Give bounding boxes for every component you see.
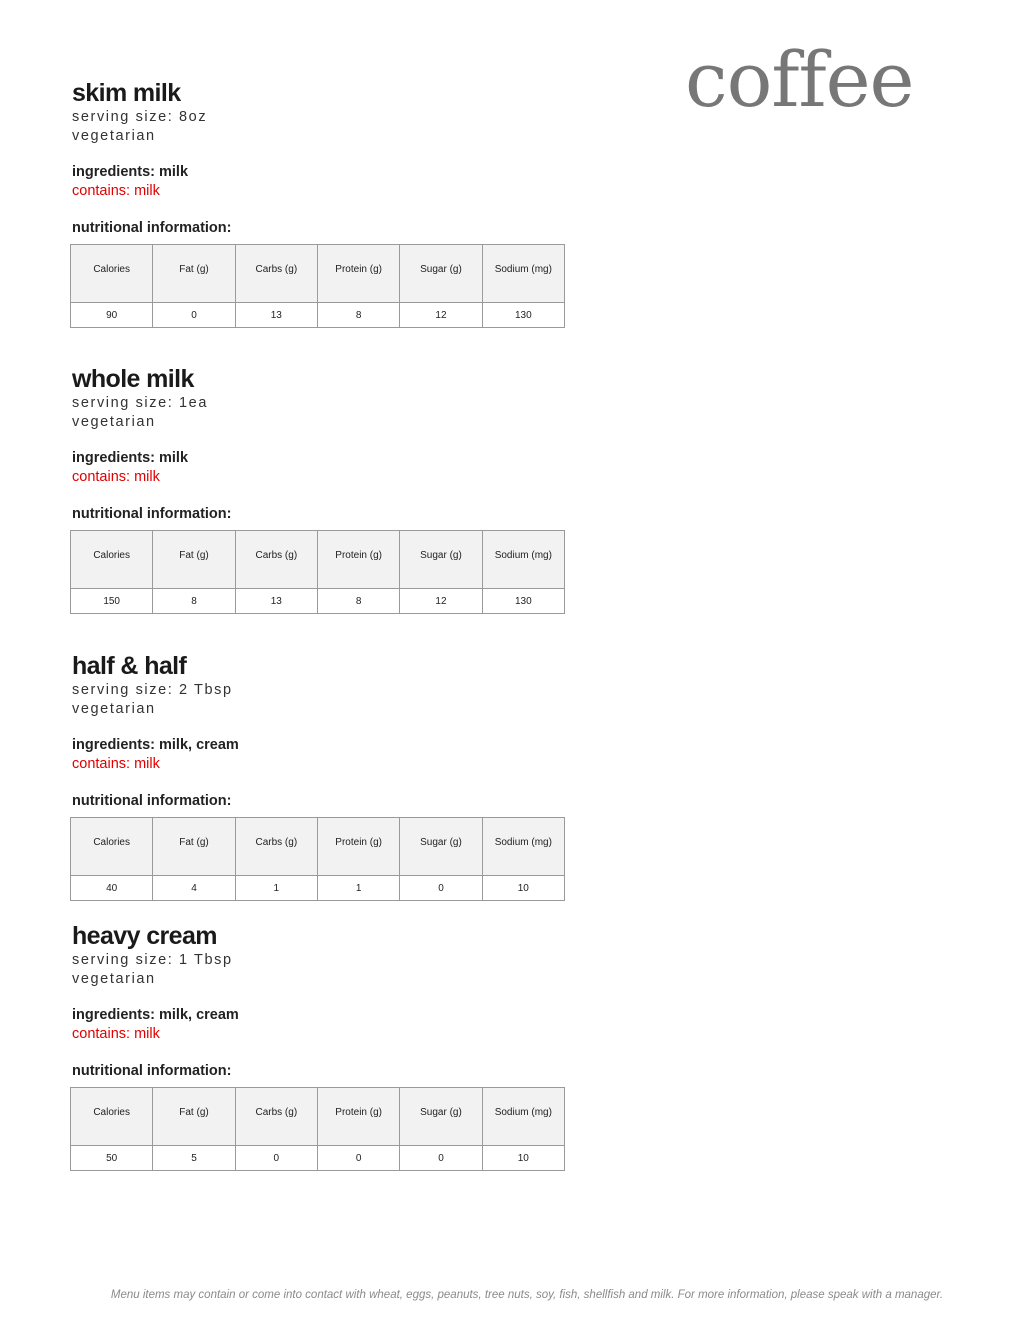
menu-item-whole-milk: [72, 364, 572, 614]
col-header: Calories: [71, 245, 153, 303]
col-header: Sugar (g): [400, 531, 482, 589]
table-cell: 10: [482, 876, 564, 901]
col-header: Sugar (g): [400, 1088, 482, 1146]
col-header: Protein (g): [317, 818, 399, 876]
col-header: Sodium (mg): [482, 1088, 564, 1146]
serving-size: serving size: 1 Tbsp: [72, 952, 233, 968]
col-header: Fat (g): [153, 1088, 235, 1146]
serving-size: serving size: 8oz: [72, 109, 208, 125]
table-row: [71, 876, 565, 901]
col-header: Sugar (g): [400, 245, 482, 303]
col-header: Carbs (g): [235, 1088, 317, 1146]
allergen-contains: contains: milk: [72, 183, 160, 199]
table-cell: 8: [317, 303, 399, 328]
ingredients: ingredients: milk: [72, 450, 189, 466]
col-header: Carbs (g): [235, 245, 317, 303]
table-cell: 130: [482, 303, 564, 328]
table-cell: 13: [235, 589, 317, 614]
col-header: Sodium (mg): [482, 818, 564, 876]
ingredients: ingredients: milk, cream: [72, 737, 239, 753]
col-header: Carbs (g): [235, 531, 317, 589]
col-header: Protein (g): [317, 531, 399, 589]
table-cell: 10: [482, 1146, 564, 1171]
table-cell: 1: [317, 876, 399, 901]
ingredients: ingredients: milk: [72, 164, 189, 180]
nutrition-heading: nutritional information:: [72, 506, 232, 522]
col-header: Sugar (g): [400, 818, 482, 876]
nutrition-table: [70, 1087, 565, 1171]
diet-label: vegetarian: [72, 414, 156, 430]
table-cell: 0: [153, 303, 235, 328]
table-cell: 90: [71, 303, 153, 328]
diet-label: vegetarian: [72, 128, 156, 144]
col-header: Calories: [71, 1088, 153, 1146]
table-cell: 0: [400, 876, 482, 901]
table-cell: 13: [235, 303, 317, 328]
col-header: Sodium (mg): [482, 245, 564, 303]
ingredients: ingredients: milk, cream: [72, 1007, 239, 1023]
table-cell: 8: [153, 589, 235, 614]
col-header: Protein (g): [317, 245, 399, 303]
item-title: half & half: [72, 652, 187, 680]
table-cell: 50: [71, 1146, 153, 1171]
item-title: whole milk: [72, 365, 194, 393]
serving-size: serving size: 1ea: [72, 395, 209, 411]
diet-label: vegetarian: [72, 971, 156, 987]
nutrition-table: [70, 817, 565, 901]
table-cell: 5: [153, 1146, 235, 1171]
allergen-contains: contains: milk: [72, 469, 160, 485]
table-cell: 130: [482, 589, 564, 614]
menu-item-half-and-half: [72, 651, 572, 901]
table-header-row: [71, 1088, 565, 1146]
table-cell: 8: [317, 589, 399, 614]
col-header: Calories: [71, 818, 153, 876]
nutrition-table: [70, 244, 565, 328]
table-cell: 40: [71, 876, 153, 901]
allergen-contains: contains: milk: [72, 756, 160, 772]
nutrition-heading: nutritional information:: [72, 220, 232, 236]
col-header: Fat (g): [153, 531, 235, 589]
table-cell: 12: [400, 589, 482, 614]
col-header: Calories: [71, 531, 153, 589]
menu-item-skim-milk: [72, 78, 572, 328]
serving-size: serving size: 2 Tbsp: [72, 682, 233, 698]
table-header-row: [71, 245, 565, 303]
nutrition-heading: nutritional information:: [72, 793, 232, 809]
item-title: skim milk: [72, 79, 181, 107]
col-header: Protein (g): [317, 1088, 399, 1146]
menu-item-heavy-cream: [72, 921, 572, 1171]
nutrition-table: [70, 530, 565, 614]
table-header-row: [71, 818, 565, 876]
allergen-disclaimer: Menu items may contain or come into contact with wheat, eggs, peanuts, tree nuts, soy, fish, shellfish and milk. For more information, please speak with a manager.: [110, 1289, 944, 1301]
col-header: Carbs (g): [235, 818, 317, 876]
col-header: Sodium (mg): [482, 531, 564, 589]
table-cell: 1: [235, 876, 317, 901]
nutrition-heading: nutritional information:: [72, 1063, 232, 1079]
col-header: Fat (g): [153, 818, 235, 876]
table-cell: 0: [400, 1146, 482, 1171]
table-row: [71, 589, 565, 614]
table-cell: 4: [153, 876, 235, 901]
brand-logo-text: coffee: [685, 35, 914, 124]
table-header-row: [71, 531, 565, 589]
table-row: [71, 1146, 565, 1171]
table-cell: 0: [317, 1146, 399, 1171]
table-cell: 150: [71, 589, 153, 614]
table-cell: 12: [400, 303, 482, 328]
table-row: [71, 303, 565, 328]
table-cell: 0: [235, 1146, 317, 1171]
allergen-contains: contains: milk: [72, 1026, 160, 1042]
item-title: heavy cream: [72, 922, 217, 950]
col-header: Fat (g): [153, 245, 235, 303]
diet-label: vegetarian: [72, 701, 156, 717]
